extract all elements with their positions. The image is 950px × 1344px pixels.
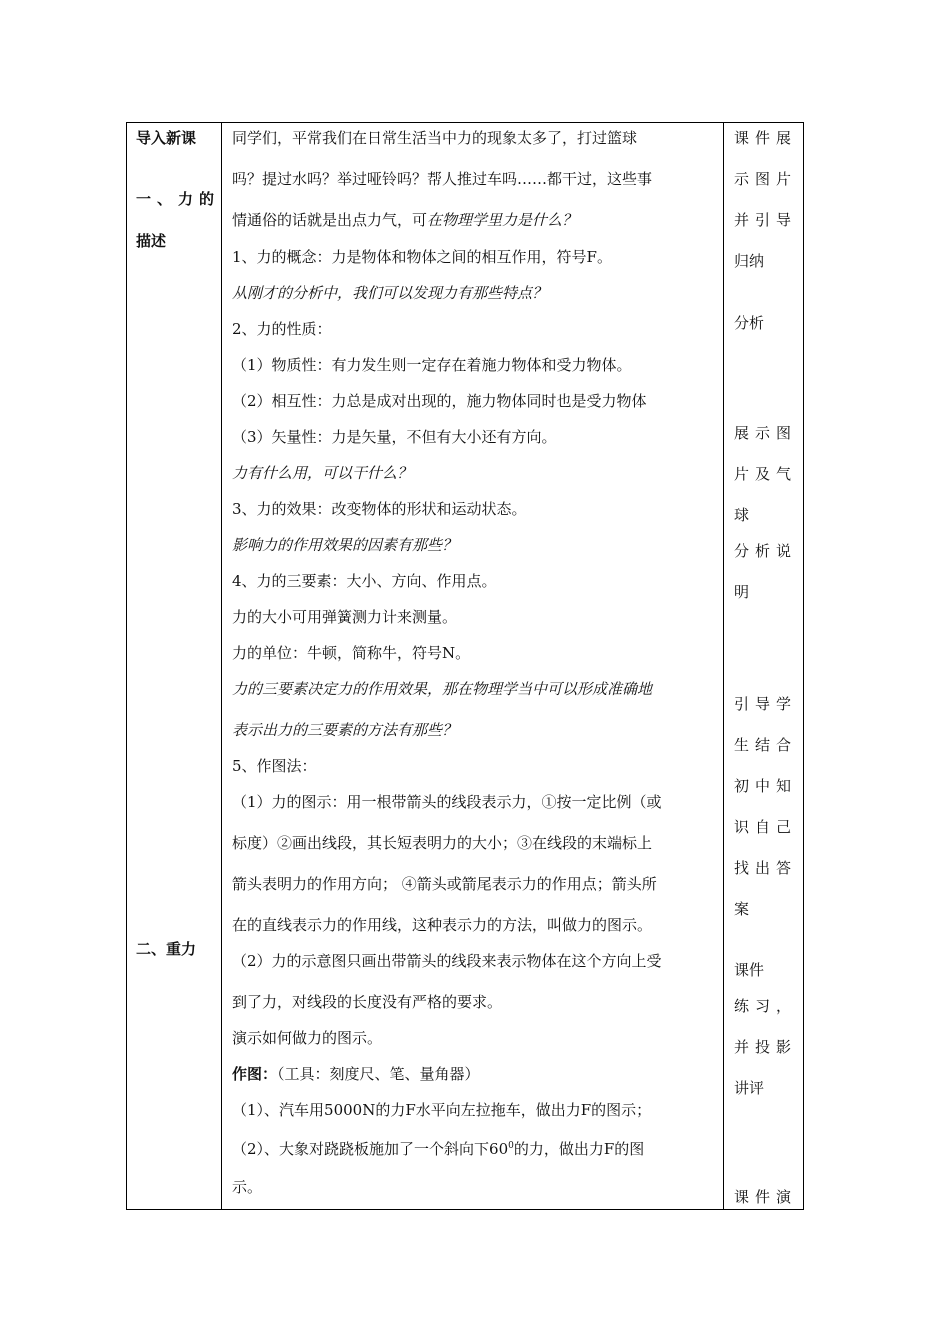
method-line: 并引导 [734,211,798,229]
column-divider [221,123,222,1209]
question-line: 影响力的作用效果的因素有那些？ [232,536,458,554]
content-line [232,1064,480,1084]
content-line: 2、力的性质： [232,320,332,338]
content-line: 力的单位：牛顿，简称牛，符号N。 [232,644,471,662]
content-line: 力的大小可用弹簧测力计来测量。 [232,608,458,626]
method-line: 球 [734,506,750,524]
content-line: （2）力的示意图只画出带箭头的线段来表示物体在这个方向上受 [232,952,662,970]
content-line: 1、力的概念：力是物体和物体之间的相互作用，符号F。 [232,248,612,266]
content-line: 到了力，对线段的长度没有严格的要求。 [232,993,503,1011]
method-line: 展示图 [734,424,798,442]
content-line [232,210,577,230]
content-line: （1）物质性：有力发生则一定存在着施力物体和受力物体。 [232,356,632,374]
content-line [232,1136,644,1159]
content-line: （3）矢量性：力是矢量，不但有大小还有方向。 [232,428,557,446]
method-line: 引导学 [734,695,798,713]
method-line: 归纳 [734,252,765,270]
method-line: 课件演 [734,1188,798,1206]
content-line: 箭头表明力的作用方向； ④箭头或箭尾表示力的作用点；箭头所 [232,875,657,893]
content-line: 5、作图法： [232,757,317,775]
question-line: 从刚才的分析中，我们可以发现力有那些特点？ [232,284,548,302]
content-line: 4、力的三要素：大小、方向、作用点。 [232,572,497,590]
method-line: 生结合 [734,736,798,754]
method-line: 示图片 [734,170,798,188]
drawing-label: 作图： [232,1065,278,1083]
degree-superscript: 0 [508,1141,514,1151]
method-line: 识自己 [734,818,798,836]
question-line: 力的三要素决定力的作用效果，那在物理学当中可以形成准确地 [232,680,653,698]
section-2-title: 二、重力 [136,940,197,958]
content-text: 的力，做出力F的图 [513,1140,645,1158]
content-line: 标度）②画出线段，其长短表明力的大小；③在线段的末端标上 [232,834,653,852]
content-line: 在的直线表示力的作用线，这种表示力的方法，叫做力的图示。 [232,916,653,934]
method-line: 片及气 [734,465,798,483]
content-line: （1）力的图示：用一根带箭头的线段表示力，①按一定比例（或 [232,793,662,811]
content-line: （1）、汽车用5000N的力F水平向左拉拖车，做出力F的图示； [232,1101,652,1119]
section-1-title-line2: 描述 [136,232,167,250]
content-text: （2）、大象对跷跷板施加了一个斜向下60 [232,1140,509,1158]
content-text: 情通俗的话就是出点力气，可 [232,211,428,229]
method-line: 明 [734,583,750,601]
question-text: 在物理学里力是什么？ [427,211,578,229]
section-intro: 导入新课 [136,129,197,147]
tools-text: （工具：刻度尺、笔、量角器） [277,1065,480,1083]
method-line: 练习， [734,997,798,1015]
method-line: 并投影 [734,1038,798,1056]
method-line: 课件 [734,961,765,979]
method-line: 找出答 [734,859,798,877]
method-line: 分析 [734,314,765,332]
method-line: 课件展 [734,129,798,147]
content-line: 示。 [232,1178,263,1196]
question-line: 表示出力的三要素的方法有那些？ [232,721,458,739]
lesson-plan-table [126,122,804,1210]
content-line: （2）相互性：力总是成对出现的，施力物体同时也是受力物体 [232,392,647,410]
column-divider [723,123,724,1209]
content-line: 3、力的效果：改变物体的形状和运动状态。 [232,500,527,518]
section-1-title-line1: 一、力的 [136,190,221,208]
content-line: 吗？提过水吗？举过哑铃吗？帮人推过车吗……都干过，这些事 [232,170,653,188]
method-line: 初中知 [734,777,798,795]
method-line: 案 [734,900,750,918]
method-line: 讲评 [734,1079,765,1097]
content-line: 演示如何做力的图示。 [232,1029,383,1047]
question-line: 力有什么用，可以干什么？ [232,464,413,482]
content-line: 同学们，平常我们在日常生活当中力的现象太多了，打过篮球 [232,129,638,147]
method-line: 分析说 [734,542,798,560]
